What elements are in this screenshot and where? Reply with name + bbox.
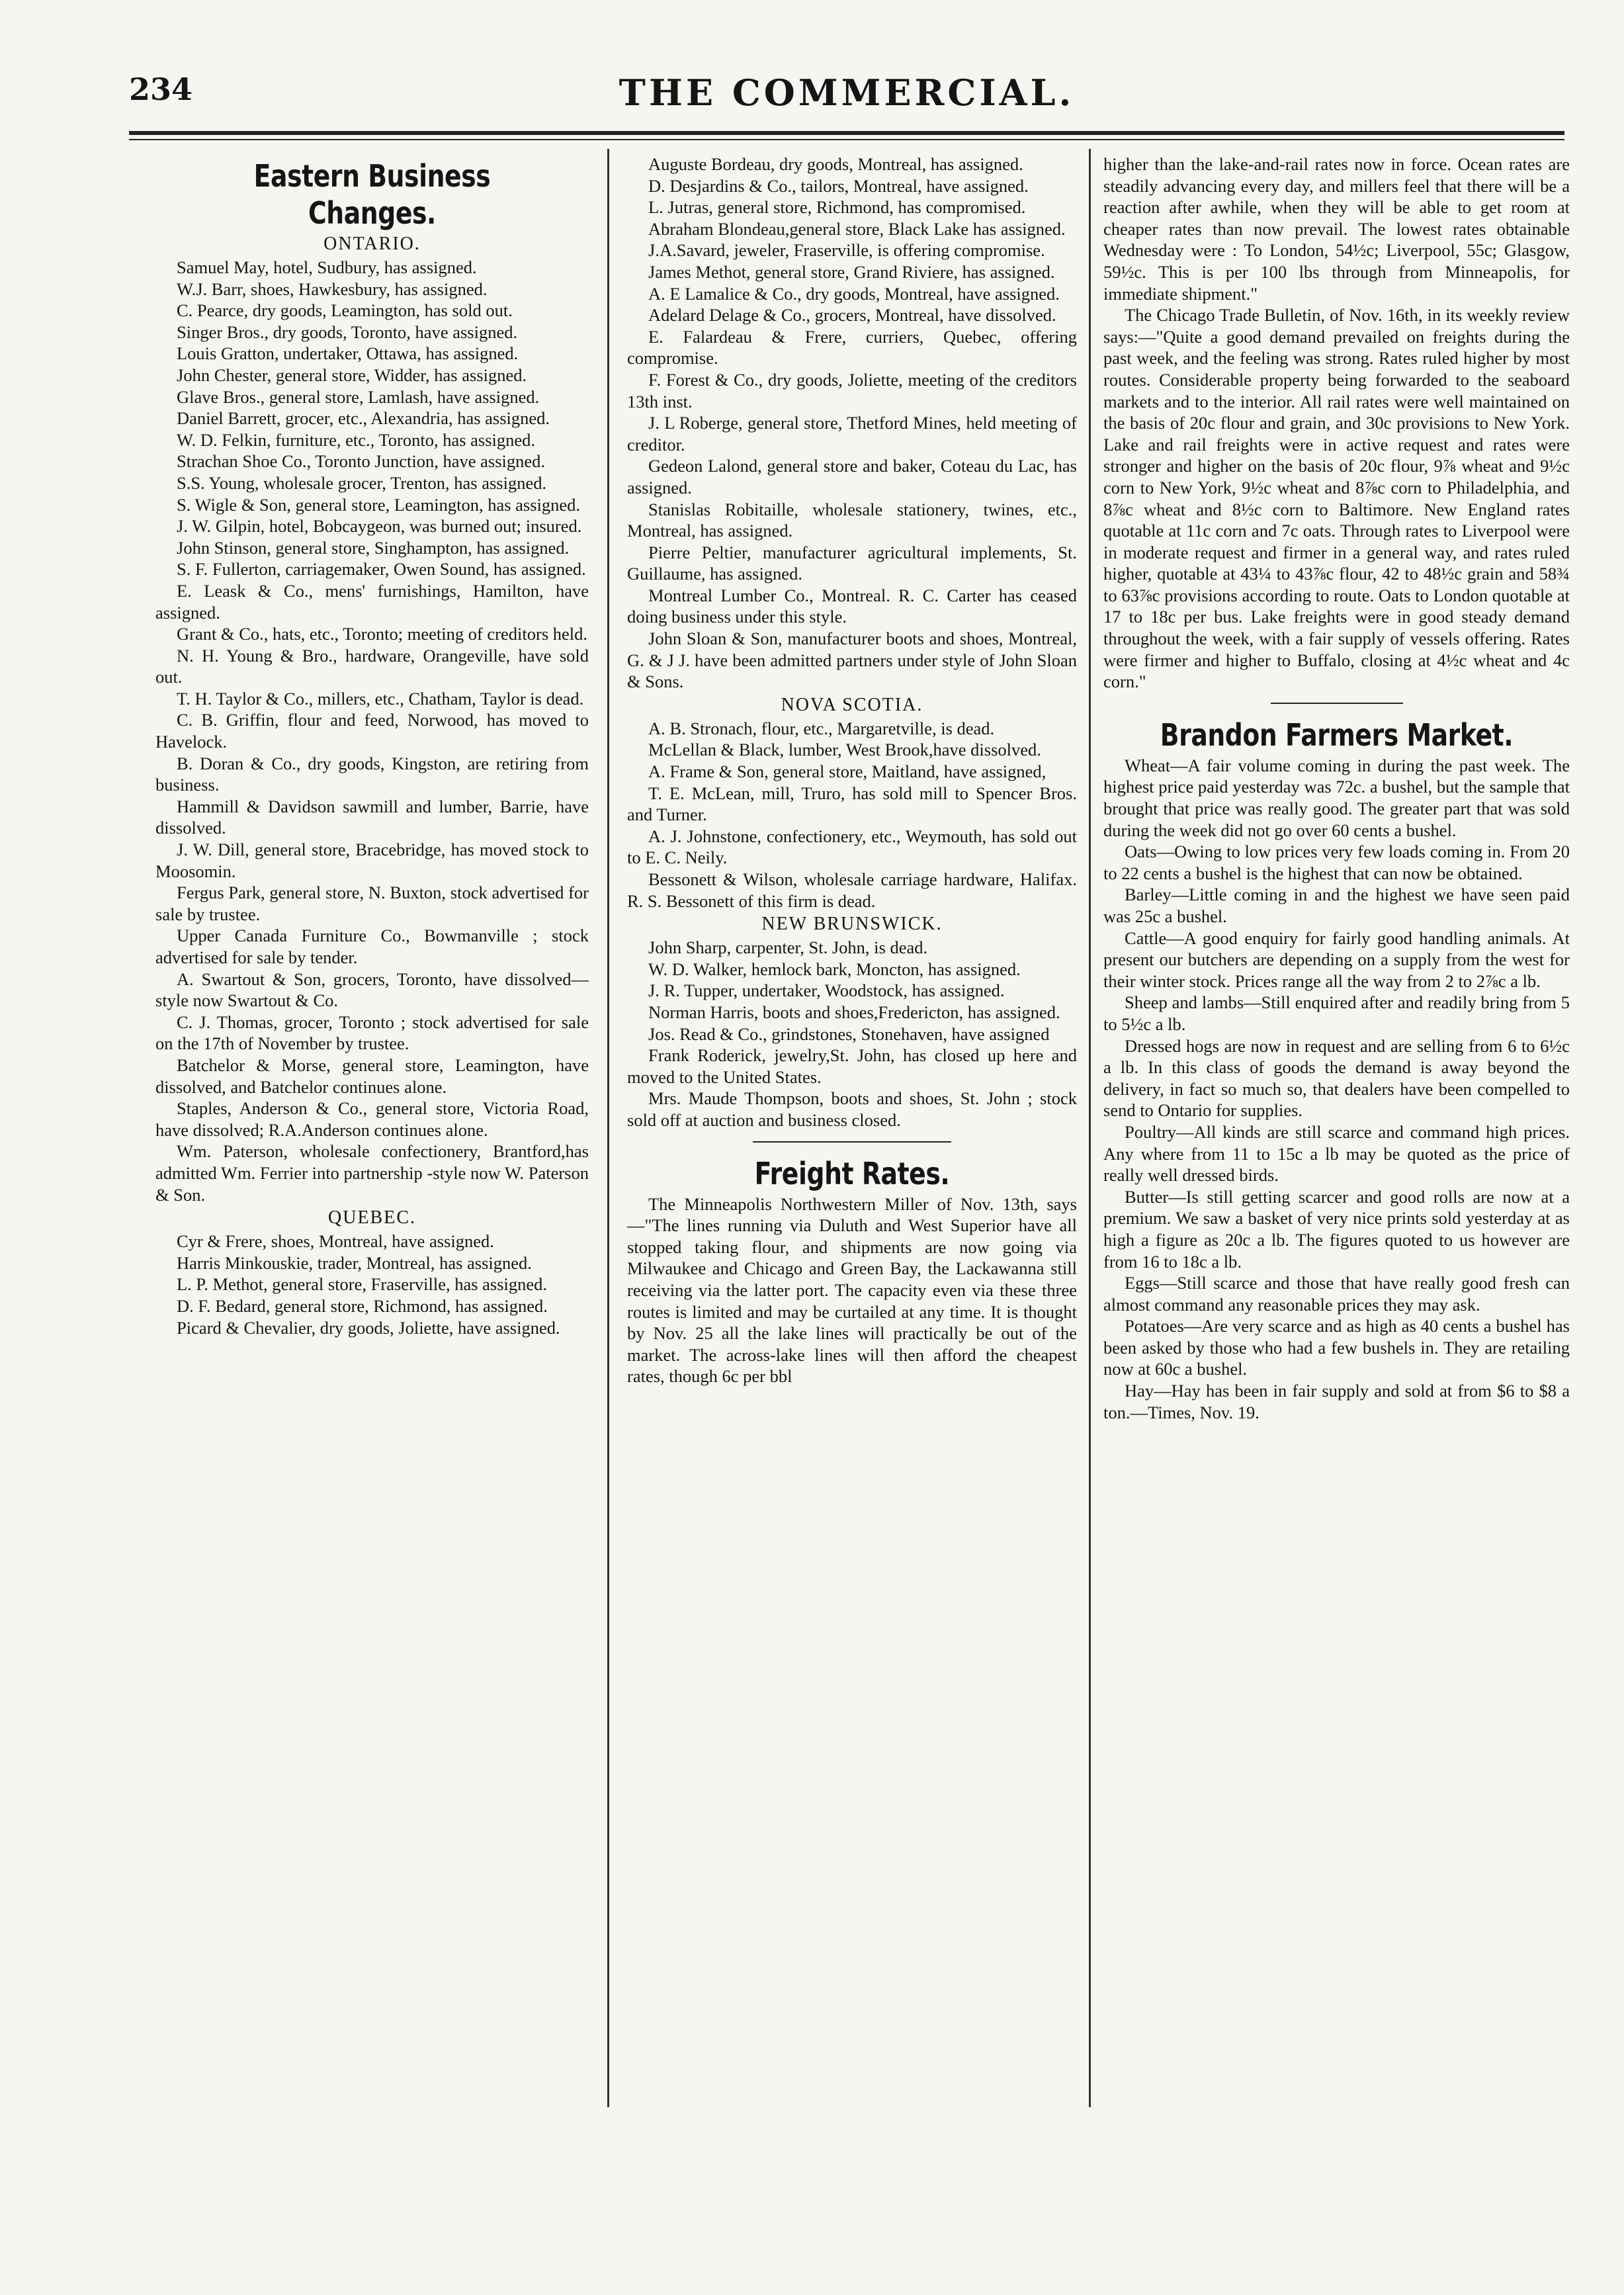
notice-item: W. D. Felkin, furniture, etc., Toronto, has assigned. (177, 429, 536, 450)
notice-item: A. Swartout & Son, grocers, Toronto, have dissolved—style now Swartout & Co. (155, 969, 589, 1011)
column-3 (1103, 153, 1570, 1423)
notice-item: Harris Minkouskie, trader, Montreal, has assigned. (177, 1252, 532, 1273)
notice-item: Jos. Read & Co., grindstones, Stonehaven, have assigned (648, 1023, 1050, 1044)
notice-item: T. E. McLean, mill, Truro, has sold mill to Spencer Bros. and Turner. (627, 783, 1077, 825)
article-title-freight-rates: Freight Rates. (754, 1155, 950, 1191)
notice-item: Sheep and lambs—Still enquired after and readily bring from 5 to 5½c a lb. (1103, 992, 1570, 1034)
page-header (129, 71, 1564, 124)
notice-item: D. Desjardins & Co., tailors, Montreal, have assigned. (648, 175, 1029, 196)
notice-item: J. W. Gilpin, hotel, Bobcaygeon, was burned out; insured. (177, 516, 582, 537)
notice-item: Eggs—Still scarce and those that have really good fresh can almost command any reasonable prices they may ask. (1103, 1273, 1570, 1315)
nova-scotia-list (627, 718, 1077, 912)
notice-item: Butter—Is still getting scarcer and good rolls are now at a premium. We saw a basket of very nice prints sold yesterday at as high a figure as 20c a lb. The figures quoted to us however are from 16 to 18c a lb. (1103, 1186, 1570, 1272)
notice-item: John Chester, general store, Widder, has assigned. (177, 365, 527, 385)
notice-item: S. Wigle & Son, general store, Leamington, has assigned. (177, 494, 581, 515)
new-brunswick-list (627, 937, 1077, 1131)
notice-item: W.J. Barr, shoes, Hawkesbury, has assigned. (177, 279, 488, 299)
ornamental-separator (1103, 693, 1570, 713)
notice-item: C. B. Griffin, flour and feed, Norwood, has moved to Havelock. (155, 710, 589, 752)
section-heading-ontario: ONTARIO. (323, 234, 421, 254)
header-rule-thin (129, 139, 1564, 140)
masthead: THE COMMERCIAL. (619, 71, 1075, 114)
notice-item: Strachan Shoe Co., Toronto Junction, have assigned. (177, 451, 546, 472)
notice-item: Louis Gratton, undertaker, Ottawa, has assigned. (177, 343, 519, 364)
notice-item: D. F. Bedard, general store, Richmond, has assigned. (177, 1295, 548, 1316)
notice-item: Mrs. Maude Thompson, boots and shoes, St. John ; stock sold off at auction and business closed. (627, 1088, 1077, 1130)
notice-item: James Methot, general store, Grand Riviere, has assigned. (648, 261, 1055, 282)
notice-item: A. B. Stronach, flour, etc., Margaretville, is dead. (648, 718, 995, 738)
notice-item: Oats—Owing to low prices very few loads coming in. From 20 to 22 cents a bushel is the highest that can now be obtained. (1103, 842, 1570, 883)
notice-item: Picard & Chevalier, dry goods, Joliette, have assigned. (177, 1317, 560, 1338)
article-title-eastern-business-changes: Eastern Business Changes. (253, 158, 491, 231)
notice-item: John Sloan & Son, manufacturer boots and shoes, Montreal, G. & J J. have been admitted partners under style of John Sloan & Sons. (627, 628, 1077, 692)
notice-item: Fergus Park, general store, N. Buxton, stock advertised for sale by trustee. (155, 883, 589, 924)
notice-item: E. Falardeau & Frere, curriers, Quebec, offering compromise. (627, 326, 1077, 368)
notice-item: L. P. Methot, general store, Fraserville, has assigned. (177, 1274, 548, 1295)
section-heading-nova-scotia: NOVA SCOTIA. (781, 694, 923, 715)
notice-item: J. L Roberge, general store, Thetford Mines, held meeting of creditor. (627, 413, 1077, 455)
notice-item: Daniel Barrett, grocer, etc., Alexandria, has assigned. (177, 408, 550, 429)
notice-item: Upper Canada Furniture Co., Bowmanville ; stock advertised for sale by tender. (155, 926, 589, 967)
notice-item: J. R. Tupper, undertaker, Woodstock, has assigned. (648, 980, 1005, 1001)
notice-item: C. J. Thomas, grocer, Toronto ; stock advertised for sale on the 17th of November by trustee. (155, 1012, 589, 1054)
notice-item: B. Doran & Co., dry goods, Kingston, are retiring from business. (155, 753, 589, 795)
notice-item: F. Forest & Co., dry goods, Joliette, meeting of the creditors 13th inst. (627, 369, 1077, 411)
notice-item: John Stinson, general store, Singhampton, has assigned. (177, 537, 570, 558)
notice-item: T. H. Taylor & Co., millers, etc., Chatham, Taylor is dead. (177, 688, 584, 709)
notice-item: Pierre Peltier, manufacturer agricultural implements, St. Guillaume, has assigned. (627, 542, 1077, 584)
notice-item: C. Pearce, dry goods, Leamington, has sold out. (177, 300, 513, 321)
notice-item: Cattle—A good enquiry for fairly good handling animals. At present our butchers are depending on a supply from the west for their winter stock. Prices range all the way from 2 to 2⅞c a lb. (1103, 928, 1570, 991)
column-2 (627, 153, 1077, 1387)
article-title-brandon-farmers-market: Brandon Farmers Market. (1160, 716, 1514, 753)
column-divider (1089, 149, 1091, 2107)
notice-item: Hammill & Davidson sawmill and lumber, Barrie, have dissolved. (155, 796, 589, 838)
notice-item: S.S. Young, wholesale grocer, Trenton, has assigned. (177, 472, 547, 493)
notice-item: Montreal Lumber Co., Montreal. R. C. Carter has ceased doing business under this style. (627, 585, 1077, 627)
quebec-list-continued (627, 153, 1077, 693)
notice-item: S. F. Fullerton, carriagemaker, Owen Sound, has assigned. (177, 559, 586, 580)
notice-item: Gedeon Lalond, general store and baker, Coteau du Lac, has assigned. (627, 456, 1077, 498)
ornamental-separator (627, 1131, 1077, 1151)
ontario-list (155, 257, 589, 1205)
notice-item: Auguste Bordeau, dry goods, Montreal, has assigned. (648, 154, 1023, 174)
notice-item: McLellan & Black, lumber, West Brook,have dissolved. (648, 740, 1041, 760)
notice-item: W. D. Walker, hemlock bark, Moncton, has assigned. (648, 959, 1021, 979)
notice-item: Bessonett & Wilson, wholesale carriage hardware, Halifax. R. S. Bessonett of this firm is dead. (627, 869, 1077, 911)
notice-item: J.A.Savard, jeweler, Fraserville, is offering compromise. (648, 240, 1045, 261)
freight-paragraph-chicago: The Chicago Trade Bulletin, of Nov. 16th, in its weekly review says:—"Quite a good demand prevailed on freights during the past week, and the feeling was strong. Rates ruled higher by most routes. Considerable property being forwarded to the seaboard markets and to the interior. All rail rates were well maintained on the basis of 20c flour and grain, and 30c provisions to New York. Lake and rail freights were in active request and rates were stronger and higher on the basis of 20c flour, 9⅞ wheat and 9½c corn to New York, 9½c wheat and 8⅞c corn to Philadelphia, and 8⅞c wheat and 8½c corn to Baltimore. New England rates quotable at 11c corn and 7c oats. Through rates to Liverpool were in moderate request and firmer in a general way, and rates ruled higher, quotable at 43¼ to 43⅞c flour, 42 to 48½c grain and 58¾ to 63⅞c provisions according to route. Oats to London quotable at 17 to 18c per bus. Lake freights were in good steady demand throughout the week, with a fair supply of vessels offering. Rates were firmer and higher to Buffalo, closing at 4½c wheat and 4c corn." (1103, 305, 1570, 692)
notice-item: Potatoes—Are very scarce and as high as 40 cents a bushel has been asked by those who had a few bushels in. They are retailing now at 60c a bushel. (1103, 1316, 1570, 1379)
freight-paragraph: The Minneapolis Northwestern Miller of Nov. 13th, says—"The lines running via Duluth and West Superior have all stopped taking flour, and shipments are now going via Milwaukee and Chicago and Green Bay, the Lackawanna still receiving via the latter port. The capacity even via these three routes is limited and may be curtailed at any time. It is thought by Nov. 25 all the lake lines will practically be out of the market. The across-lake lines will then afford the cheapest rates, though 6c per bbl (627, 1193, 1077, 1387)
notice-item: Cyr & Frere, shoes, Montreal, have assigned. (177, 1231, 494, 1252)
notice-item: A. Frame & Son, general store, Maitland, have assigned, (648, 761, 1047, 782)
notice-item: John Sharp, carpenter, St. John, is dead. (648, 937, 928, 958)
notice-item: A. E Lamalice & Co., dry goods, Montreal, have assigned. (648, 283, 1060, 304)
notice-item: N. H. Young & Bro., hardware, Orangeville, have sold out. (155, 645, 589, 687)
notice-item: L. Jutras, general store, Richmond, has compromised. (648, 197, 1026, 218)
notice-item: Glave Bros., general store, Lamlash, have assigned. (177, 386, 540, 407)
notice-item: Abraham Blondeau,general store, Black Lake has assigned. (648, 218, 1066, 239)
section-heading-new-brunswick: NEW BRUNSWICK. (761, 914, 943, 935)
header-rule (129, 131, 1564, 135)
column-divider (607, 149, 609, 2107)
notice-item: Barley—Little coming in and the highest we have seen paid was 25c a bushel. (1103, 885, 1570, 926)
notice-item: Norman Harris, boots and shoes,Fredericton, has assigned. (648, 1002, 1060, 1022)
section-heading-quebec: QUEBEC. (328, 1207, 416, 1229)
notice-item: Staples, Anderson & Co., general store, Victoria Road, have dissolved; R.A.Anderson continues alone. (155, 1098, 589, 1140)
quebec-list (155, 1231, 589, 1338)
freight-paragraph-continued: higher than the lake-and-rail rates now in force. Ocean rates are steadily advancing every day, and millers feel that there will be a reaction after awhile, when they will be able to get room at cheaper rates than now prevail. The lowest rates obtainable Wednesday were : To London, 54½c; Liverpool, 55c; Glasgow, 59½c. This is per 100 lbs through from Minneapolis, for immediate shipment." (1103, 154, 1570, 304)
notice-item: J. W. Dill, general store, Bracebridge, has moved stock to Moosomin. (155, 840, 589, 881)
notice-item: Batchelor & Morse, general store, Leamington, have dissolved, and Batchelor continues alone. (155, 1055, 589, 1097)
page-number: 234 (129, 71, 193, 107)
brandon-market-list (1103, 755, 1570, 1423)
column-1 (155, 153, 589, 1338)
notice-item: Adelard Delage & Co., grocers, Montreal, have dissolved. (648, 305, 1056, 325)
notice-item: Poultry—All kinds are still scarce and command high prices. Any where from 11 to 15c a lb may be quoted as the price of really well dressed birds. (1103, 1121, 1570, 1186)
notice-item: Hay—Hay has been in fair supply and sold at from $6 to $8 a ton.—Times, Nov. 19. (1103, 1381, 1570, 1422)
notice-item: Wheat—A fair volume coming in during the past week. The highest price paid yesterday was 72c. a bushel, but the sample that brought that price was really good. The greater part that was sold during the week did not go over 60 cents a bushel. (1103, 755, 1570, 840)
notice-item: Frank Roderick, jewelry,St. John, has closed up here and moved to the United States. (627, 1045, 1077, 1087)
notice-item: Singer Bros., dry goods, Toronto, have assigned. (177, 322, 518, 342)
notice-item: Grant & Co., hats, etc., Toronto; meeting of creditors held. (177, 624, 588, 644)
notice-item: Dressed hogs are now in request and are selling from 6 to 6½c a lb. In this class of goods the demand is away beyond the delivery, in fact so much so, that dealers have been compelled to send to Ontario for supplies. (1103, 1035, 1570, 1121)
notice-item: Stanislas Robitaille, wholesale stationery, twines, etc., Montreal, has assigned. (627, 499, 1077, 541)
notice-item: A. J. Johnstone, confectionery, etc., Weymouth, has sold out to E. C. Neily. (627, 826, 1077, 868)
notice-item: Wm. Paterson, wholesale confectionery, Brantford,has admitted Wm. Ferrier into partnership -style now W. Paterson & Son. (155, 1141, 589, 1205)
notice-item: Samuel May, hotel, Sudbury, has assigned. (177, 257, 477, 277)
notice-item: E. Leask & Co., mens' furnishings, Hamilton, have assigned. (155, 580, 589, 623)
